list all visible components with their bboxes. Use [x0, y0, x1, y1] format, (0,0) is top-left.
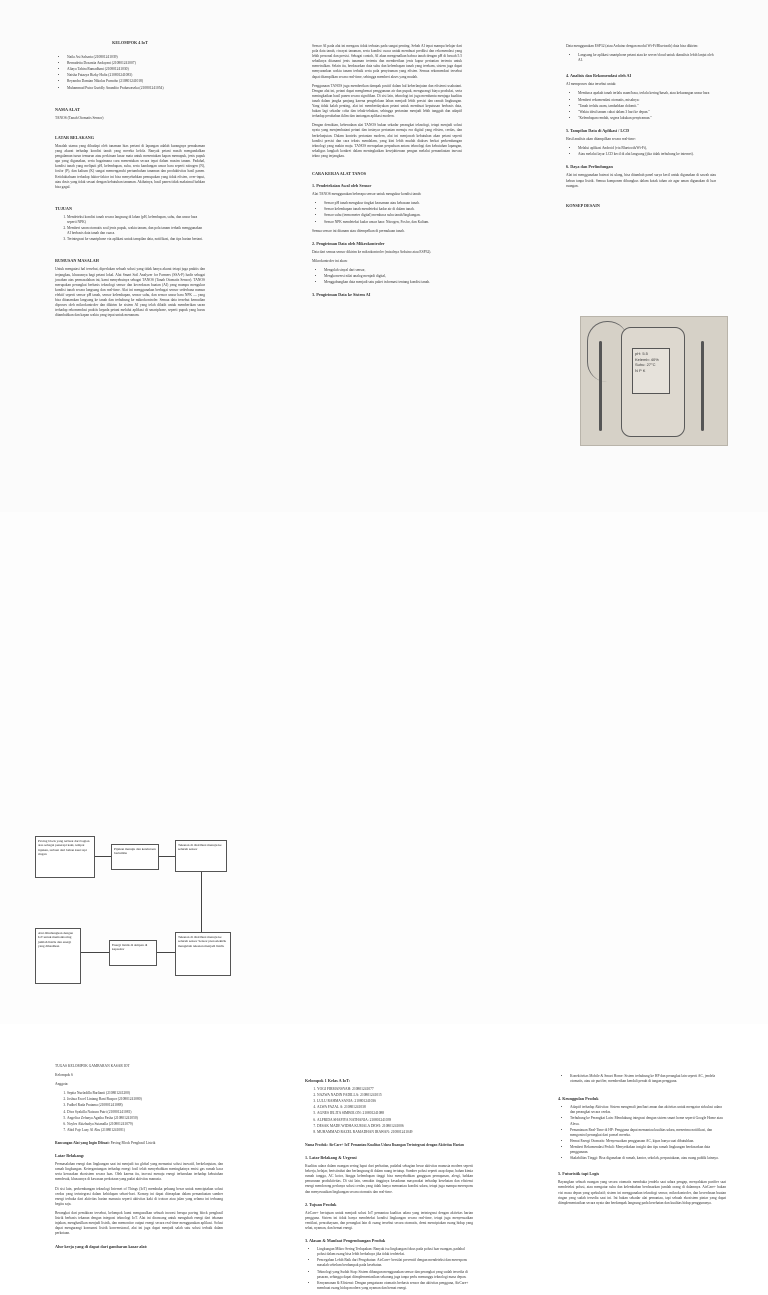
flow-box-iot: Alat dihubungkan dengan IoT untuk memonitoring jumlah listrik dan energi yang dihasilkan	[35, 928, 81, 984]
list-item: • Membaca apakah tanah terlalu asam/basa, terlalu kering/basah, atau kekurangan unsur hara	[578, 91, 716, 96]
ai-list	[566, 91, 716, 120]
section-heading: LATAR BELAKANG	[55, 134, 95, 140]
idea-line	[55, 1141, 223, 1146]
paragraph: Penggunaan TANOS juga memberikan dampak positif dalam hal keberlanjutan dan efisiensi usahatani. Dengan alat ini, petani dapat menghemat penggunaan air dan pupuk, mengurangi biaya produksi, serta meningkatkan hasil panen secara signifikan. Di sisi lain, teknologi ini juga membantu menjaga kualitas tanah dalam jangka panjang karena pengelolaan lahan menjadi lebih presisi dan ramah lingkungan. Yang tidak kalah penting, alat ini memberdayakan petani untuk membuat keputusan berbasis data, bukan lagi sekadar coba dan tebak-tebakan, sehingga pertanian menjadi lebih tangguh dan adaptif terhadap perubahan iklim dan tantangan aplikasi modern.	[312, 83, 462, 119]
product-label: Nama Produk:	[305, 1142, 328, 1147]
section-heading: RUMUSAN MASALAH	[55, 258, 99, 264]
list-item: • Konektivitas Mobile & Smart Home: Sistem terhubung ke HP dan perangkat lain seperti AC, jendela otomatis, atau air purifier, memberikan kendali penuh di tangan pengguna.	[570, 1074, 726, 1084]
group-title: KELOMPOK 4 IoT	[112, 40, 148, 45]
list-item: 2. Joshua Excel Lintang Bani Buspor (210801241080)	[67, 1097, 223, 1102]
screen-line: N P K	[635, 367, 646, 373]
flow-box-step: Pijakan menuju dan kendaraan bertumbu	[111, 844, 159, 870]
advantage-list	[558, 1105, 726, 1161]
list-item: • "Waktu ideal tanam cabai dalam 3 hari ke depan."	[578, 110, 716, 115]
section-heading: CARA KERJA ALAT TANOS	[312, 170, 367, 176]
section-heading: 5. Futuristik tapi Logis	[558, 1171, 600, 1177]
paragraph: Berangkat dari pemikiran tersebut, kelompok kami mengusulkan sebuah inovasi berupa paving block penghasil listrik berbasis tekanan dengan integrasi teknologi IoT. Alat ini dirancang untuk mengubah energi dari tekanan injakan, menghasilkan menjadi listrik, dan memonitor output energi secara real-time menggunakan aplikasi. Solusi dapat mengurangi konsumsi listrik konvensional, alat ini juga dapat menjadi salah satu solusi terbaik dalam perkotaan.	[55, 1210, 223, 1236]
page1-column-1	[55, 40, 205, 322]
member-list	[55, 1091, 223, 1133]
page2-column-2	[305, 1078, 473, 1295]
list-item: 5. Angelica Zefanya Agatha Pasha (210801241050)	[67, 1116, 223, 1121]
workflow-diagram	[35, 828, 235, 1018]
paragraph: Alat TANOS menggunakan beberapa sensor untuk mengukur kondisi tanah:	[312, 192, 422, 197]
flow-arrow	[95, 856, 111, 857]
section-heading: 4. Keunggulan Produk	[558, 1096, 599, 1102]
list-item: • "Kelembapan rendah, segera lakukan penyiraman."	[578, 116, 716, 121]
list-item: • "Tanah terlalu asam, tambahkan dolomit."	[578, 104, 716, 109]
send-list	[566, 53, 716, 63]
list-item: 2. NAZWA NADIN FADILLA: 210801241015	[317, 1093, 473, 1098]
display-list	[566, 146, 716, 157]
list-item: • Bernadetta Dosantia Andayani (210801241007)	[67, 61, 205, 66]
idea-label: Rancangan Alat yang Ingin Dibuat:	[55, 1140, 110, 1145]
members-label: Anggota:	[55, 1082, 69, 1087]
member-list	[305, 1087, 473, 1135]
page2-column-3	[558, 1074, 726, 1210]
list-item: • Atau melalui layar LCD kecil di alat langsung (jika tidak terhubung ke internet).	[578, 152, 716, 157]
paragraph: Alat ini menggunakan baterai isi ulang, bisa ditambah panel surya kecil untuk digunakan di sawah atau kebun tanpa listrik. Semua komponen dibungkus dalam kotak tahan air agar aman digunakan di luar ruangan.	[566, 173, 716, 188]
list-item: 8. MUHAMMAD RAZEL RAMADHAN IRAWAN: 210801241049	[317, 1130, 473, 1135]
list-item: 3. Fadhel Rada Pratama (210801241088)	[67, 1103, 223, 1108]
list-item: • Adaptif terhadap Aktivitas: Sistem mengenali jam/hari aman dan aktivitas untuk mengatur sirkulasi udara dan perangkat secara cerdas.	[570, 1105, 726, 1115]
flow-box-piezo: Tekanan di distribusi menuju ke seluruh sensor Sensor piezoelektrik mengubah tekanan menjadi listrik	[175, 932, 231, 976]
group-label: Kelompok 1 Kelas A IoT:	[305, 1078, 351, 1083]
product-name: AirCare+ IoT Pemantau Kualitas Udara Ruangan Terintegrasi dengan Aktivitas Harian	[328, 1142, 464, 1147]
section-heading: 2. Tujuan Produk	[305, 1201, 337, 1207]
step-heading: 2. Pengiriman Data oleh Mikrokontroler	[312, 240, 385, 246]
list-item: 4. ALWA FAZAL A: 210801241038	[317, 1105, 473, 1110]
list-item: • Sensor kelembapan tanah mendeteksi kadar air di dalam tanah.	[324, 207, 462, 212]
list-item: • Lingkungan Mikro Sering Terlupakan: Banyak isu lingkungan fokus pada polusi luar ruangan, padahal polusi dalam ruang bisa lebih berbahaya jika tidak terdeteksi.	[317, 1247, 473, 1257]
flow-box-paving: Paving block yang terbuat dari bagian atas sebagai penerapi kaki, tempat injakan, terbuat dari bahan kuat tapi ringan	[35, 836, 95, 878]
list-item: • Mengolah sinyal dari sensor,	[324, 268, 462, 273]
paragraph: Bayangkan sebuah ruangan yang secara otomatis membuka jendela saat udara pengap, menyalakan purifier saat mendeteksi polusi, atau mengatur suhu dan kelembaban berdasarkan jumlah orang di dalamnya. AirCare+ bukan visi masa depan yang spekulatif; sistem ini menggunakan teknologi sensor, mikrokontroler, dan kecerdasan buatan ringan yang sudah tersedia saat ini. Ini bukan sekadar alat pemantau, tapi sebuah ekosistem pintar yang dapat diimplementasikan secara nyata dan berdampak langsung pada kesehatan dan kualitas hidup penggunanya.	[558, 1180, 726, 1205]
tool-name: TANOS (Tanah Otomatis Sensor)	[55, 115, 104, 120]
paragraph: AI memproses data tersebut untuk:	[566, 82, 617, 87]
flow-arrow	[201, 872, 202, 932]
paragraph: Hasil analisis akan ditampilkan secara real-time:	[566, 137, 636, 142]
page1-column-3	[566, 44, 716, 212]
page-title: TUGAS KELOMPOK GAMBARAN KASAR IOT	[55, 1064, 130, 1068]
flow-arrow	[157, 952, 175, 953]
list-item: • Hemat Energi Otomatis: Menyesuaikan penggunaan AC, kipas hanya saat dibutuhkan.	[570, 1139, 726, 1144]
section-heading: 1. Latar Belakang & Urgensi	[305, 1154, 357, 1160]
list-item: • Skalabilitas Tinggi: Bisa digunakan di rumah, kantor, sekolah, perpustakaan, atau ruang publik lainnya.	[570, 1156, 726, 1161]
step-heading: 6. Daya dan Perlindungan	[566, 164, 613, 170]
list-item: 6. Noyles Akizhudya Sutanalla (210801241079)	[67, 1122, 223, 1127]
sensor-list	[312, 201, 462, 224]
list-item: • Reyandra Damian Nikolas Purnoho (210801241018)	[67, 79, 205, 84]
step-heading: 1. Pendeteksian Awal oleh Sensor	[312, 183, 372, 189]
member-list	[55, 55, 205, 91]
list-item: 7. Abid Fajr Lazy Al Abu (210801241081)	[67, 1128, 223, 1133]
sketch-probe-right	[701, 341, 704, 431]
paragraph: Data menggunakan ESP32 (atau Arduino dengan modul Wi-Fi/Bluetooth) data bisa dikirim:	[566, 44, 699, 48]
paragraph: Mikrokontroler ini akan:	[312, 258, 348, 263]
paragraph: Dengan demikian, keberadaan alat TANOS bukan sekadar perangkat teknologi, tetapi menjadi solusi nyata yang menjembatani petani dan insinyur pertanian menuju era digital yang efisien, cerdas, dan berkelanjutan. Dalam konteks pertanian modern, alat ini menjawab kebutuhan akan petani seperti kondisi presisi dan cara teknis mendalam, yang kini lebih mudah diakses berkat perkembangan teknologi yang makin maju. TANOS merupakan perpaduan antara teknologi dan kebutuhan lapangan, sekaligus langkah konkret dalam meningkatkan kesejahteraan pengan melalui pemanfaatan inovasi tekno yang terjangkau.	[312, 123, 462, 158]
list-item: • Naila Asi Salsaria (210801241039)	[67, 55, 205, 60]
list-item: • Teknologi yang Sudah Siap: Sistem dibangun menggunakan sensor dan perangkat yang sudah tersedia di pasaran, sehingga dapat diimplementasikan sekarang juga tanpa perlu menunggu teknologi masa depan.	[317, 1270, 473, 1280]
flow-box-capacitor: Energi listrik di simpan di kapasitor	[109, 940, 157, 966]
paragraph: Untuk mengatasi hal tersebut, diperlukan sebuah solusi yang tidak hanya akurat tetapi juga praktis dan terjangkau, khususnya bagi petani lokal. Alat Smart Soil Analyzer for Farmers (SSA-F) hadir sebagai jawaban atas permasalahan ini, kami menyebutnya sebagai TANOS (Tanah Otomatis Sensor). TANOS merupakan perangkat berbasis teknologi sensor dan kecerdasan buatan (AI) yang mampu mengukur kondisi tanah secara langsung dan real-time. Alat ini menggunakan berbagai sensor sederhana namun efektif seperti sensor pH tanah, sensor kelembapan, sensor suhu, dan sensor unsur hara NPK — yang bisa ditanamkan langsung ke tanah dan terhubung ke mikrokontroler. Semua data tersebut kemudian diproses oleh mikrokontroler dan dikirim ke sistem AI yang telah dilatih untuk memberikan saran terhadap rekomendasi praktis kepada petani melalui aplikasi di smartphone, seperti pupuk yang harus ditambahkan dan kapan waktu yang tepat untuk menanam.	[55, 267, 205, 318]
section-heading: Latar Belakang:	[55, 1153, 85, 1159]
list-item: 1. Mendeteksi kondisi tanah secara langsung di lahan (pH, kelembapan, suhu, dan unsur hara seperti NPK)	[67, 215, 205, 225]
list-item: • Sensor NPK mendeteksi kadar unsur hara: Nitrogen, Fosfor, dan Kalium.	[324, 220, 462, 225]
section-heading: 3. Alasan & Manfaat Pengembangan Produk	[305, 1238, 386, 1244]
screen-line: pH: 5.5	[635, 351, 648, 356]
list-item: • Melalui aplikasi Android (via Bluetooth/Wi-Fi),	[578, 146, 716, 151]
flow-arrow	[159, 856, 175, 857]
section-heading: NAMA ALAT	[55, 106, 80, 112]
list-item: • Muhammad Putra Guridly Anandito Prabawaseka (210801241054)	[67, 86, 205, 91]
product-line	[305, 1143, 473, 1148]
page1-column-2	[312, 44, 462, 301]
list-item: 2. Memberi saran otomatis soal jenis pupuk, waktu tanam, dan pola tanam terbaik menggunakan AI berbasis data tanah dan cuaca.	[67, 226, 205, 236]
document-page-2	[0, 512, 768, 1290]
list-item: • Menggabungkan data menjadi satu paket informasi tentang kondisi tanah.	[324, 280, 462, 285]
flow-label: Alur kerja yang di dapat dari gambaran kasar alat:	[55, 1244, 148, 1250]
list-item: • Pemantauan Real-Time di HP: Pengguna dapat memantau kualitas udara, menerima notifikasi, dan mengontrol perangkat dari ponsel mereka.	[570, 1128, 726, 1138]
list-item: • Sensor pH tanah mengukur tingkat keasaman atau kebasaan tanah.	[324, 201, 462, 206]
list-item: • Langsung ke aplikasi smartphone petani atau ke server/cloud untuk dianalisis lebih lanjut oleh AI.	[578, 53, 716, 63]
connectivity-list	[558, 1074, 726, 1084]
step-heading: 5. Tampilan Data di Aplikasi / LCD	[566, 127, 630, 133]
paragraph: Permasalahan energi dan lingkungan saat ini menjadi isu global yang menuntut solusi inovatif, berkelanjutan, dan ramah lingkungan. Ketergantungan terhadap energi fosil telah menyebabkan meningkatnya emisi gas rumah kaca serta kerusakan ekosistem secara luas. Oleh karena itu, inovasi menuju energi terbarukan terhadap kebutuhan mendesak, khususnya di kawasan perkotaan yang padat aktivitas manusia.	[55, 1162, 223, 1182]
flow-box-pressure: Tekanan di distribusi menuju ke seluruh sensor	[175, 840, 227, 872]
list-item: • Memberi rekomendasi otomatis, misalnya:	[578, 98, 716, 103]
paragraph: Di sisi lain, perkembangan teknologi Internet of Things (IoT) membuka peluang besar untuk menciptakan solusi cerdas yang terintegrasi dalam kehidupan sehari-hari. Konsep ini dapat diterapkan dalam pemanfaatan sumber energi terbuka dari aktivitas harian manusia seperti aktivitas kaki di trotoar atau jalan yang selama ini terbuang begitu saja.	[55, 1186, 223, 1206]
list-item: • Naisha Fatazya Rizky Hafiz (210801241083)	[67, 73, 205, 78]
design-sketch-photo	[580, 316, 728, 446]
paragraph: Masalah utama yang dihadapi oleh tanaman hias pertani di lapangan adalah kurangnya pemahaman yang akurat terhadap kondisi tanah yang mereka kelola. Banyak petani masih mengandalkan pengalaman turun temurun atau perkiraan kasar mata untuk menentukan kapan memupuk, jenis pupuk apa yang digunakan, serta bagaimana cara menentukan secara tepat dalam musim tanam. Padahal, kondisi tanah yang meliputi pH, kelembapan, suhu, serta kandungan unsur hara seperti nitrogen (N), fosfor (P), dan kalium (K) sangat memengaruhi pertumbuhan tanaman dan produktivitas hasil panen. Ketidaktahuan terhadap faktor-faktor ini bisa menyebabkan pemupukan yang tidak efisien, over-input, atau dosis yang tidak sesuai dengan kebutuhan tanaman. Akibatnya, hasil panen tidak maksimal bahkan bisa gagal.	[55, 143, 205, 189]
benefit-list	[305, 1247, 473, 1291]
process-list	[312, 268, 462, 285]
list-item: 3. Terintegrasi ke smartphone via aplikasi untuk tampilan data, notifikasi, dan tips harian bertani.	[67, 237, 205, 242]
list-item: 1. Septia Nurfadilla Barlianti (210801241200)	[67, 1091, 223, 1096]
screen-line: Suhu: 27°C	[635, 362, 656, 367]
paragraph: Data dari semua sensor dikirim ke mikrokontroler (misalnya Arduino atau ESP32).	[312, 249, 432, 254]
list-item: • Mengkonversi nilai analog menjadi digital,	[324, 274, 462, 279]
section-heading: TUJUAN	[55, 205, 72, 211]
section-heading: KONSEP DESAIN	[566, 202, 600, 208]
list-item: 7. DESAK MADE WIDHA KUMALA DEWI: 210801241006	[317, 1124, 473, 1129]
group-label: Kelompok 6	[55, 1073, 73, 1078]
sketch-device-screen	[632, 348, 670, 394]
paragraph: Kualitas udara dalam ruangan sering luput dari perhatian, padahal sebagian besar aktivitas manusia modern seperti bekerja, belajar, beristirahat dan berlangsung di dalam ruang tertutup. Sumber polusi seperti asap dapur, bahan kimia rumah tangga, AC kotor, hingga kelembapan tinggi bisa menyebabkan gangguan pernapasan, alergi, bahkan penurunan produktivitas. Di sisi lain, semakin tingginya kesadaran masyarakat terhadap kesehatan dan efisiensi energi mendorong perlunya solusi cerdas yang tidak hanya memantau kondisi udara, tetapi juga mampu merespons dan menyesuaikan lingkungan secara otomatis dan real-time.	[305, 1164, 473, 1194]
list-item: • Pencegahan Lebih Baik dari Pengobatan: AirCare+ bersifat preventif dengan mendeteksi dan merespons masalah sebelum berdampak pada kesehatan.	[317, 1258, 473, 1268]
idea-name: Paving Block Penghasil Listrik	[110, 1140, 156, 1145]
screen-line: Kelemb: 40%	[635, 356, 659, 362]
list-item: • Terhubung ke Perangkat Lain: Mendukung integrasi dengan sistem smart home seperti Google Home atau Alexa.	[570, 1116, 726, 1126]
paragraph: Semua sensor ini ditanam atau ditempelkan di permukaan tanah.	[312, 228, 405, 233]
list-item: 6. ALFRIDA SHAFIYA NATHANIA: 210801241039	[317, 1118, 473, 1123]
document-page-1	[0, 0, 768, 512]
list-item: 4. Diva Syakilla Naisura Putri (210801241081)	[67, 1110, 223, 1115]
goal-list	[55, 215, 205, 242]
page2-column-1	[55, 1064, 223, 1253]
sketch-device-body	[621, 327, 685, 437]
list-item: 1. YOGI FIRMANSYAH: 210801241077	[317, 1087, 473, 1092]
list-item: 5. AGNES IELITA SIMBOLON: 210801241088	[317, 1111, 473, 1116]
paragraph: AirCare+ bertujuan untuk menjadi solusi IoT pemantau kualitas udara yang terintegrasi dengan aktivitas harian pengguna. Sistem ini tidak hanya mendeteksi kondisi lingkungan secara real-time, tetapi juga menyesuaikan ventilasi, pencahayaan, dan perangkat lain di ruang tersebut secara otomatis, demi menciptakan ruang hidup yang sehat, nyaman, dan hemat energi.	[305, 1210, 473, 1230]
step-heading: 3. Pengiriman Data ke Sistem AI	[312, 292, 371, 298]
flow-arrow	[81, 952, 109, 953]
list-item: • Kenyamanan & Efisiensi: Dengan pengaturan otomatis berbasis sensor dan aktivitas pengguna, AirCare+ membuat ruang hidup modern yang nyaman dan hemat energi.	[317, 1281, 473, 1291]
paragraph: Sensor AI pada alat ini mengacu tidak terbatas pada sangat penting. Sebab AI tepat mampu belajar dari pola data tanah, riwayat tanaman, serta kondisi cuaca untuk membuat prediksi dan rekomendasi yang lebih personal dan presisi. Sebagai contoh, AI akan mengenalkan bahwa tanah dengan pH di bawah 5.5 sebaiknya ditanami jenis tanaman tertentu dan memberikan jenis kapur pertanian tertentu untuk menetralkan. Selain itu, berdasarkan data suhu dan kelembapan tanah yang terekam, sistem juga dapat menyarankan waktu tanam terbaik serta pola penyiraman yang efisien. Semua rekomendasi tersebut dapat ditampilkan secara real-time, sehingga memberi akses yang mudah.	[312, 44, 462, 79]
list-item: • Memberi Rekomendasi Peduli: Menyediakan insight dan tips ramah lingkungan berdasarkan data penggunaan.	[570, 1145, 726, 1155]
list-item: 3. LULU RAHMA SANIA: 210801241036	[317, 1099, 473, 1104]
list-item: • Sensor suhu (termometer digital) membaca suhu tanah/lingkungan.	[324, 213, 462, 218]
sketch-probe-left	[599, 341, 602, 431]
step-heading: 4. Analisis dan Rekomendasi oleh AI	[566, 73, 632, 79]
list-item: • Aliaya Tahira Ramadhani (210801241030)	[67, 67, 205, 72]
